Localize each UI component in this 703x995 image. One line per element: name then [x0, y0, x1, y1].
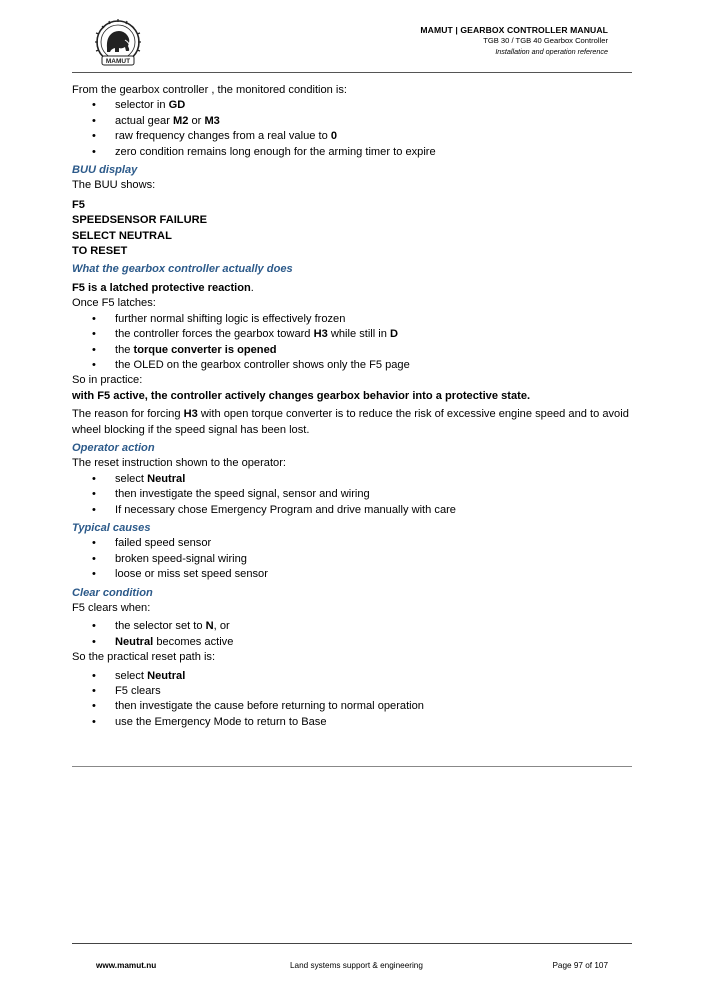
footer-website[interactable]: www.mamut.nu — [96, 961, 157, 970]
buu-intro: The BUU shows: — [72, 179, 156, 192]
list-item: • loose or miss set speed sensor — [72, 567, 632, 582]
list-item: • use the Emergency Mode to return to Base — [72, 715, 632, 730]
clear-intro: F5 clears when: — [72, 602, 151, 614]
list-item: • F5 clears — [72, 684, 632, 699]
list-item: • select Neutral — [72, 472, 632, 487]
reset-path-intro: So the practical reset path is: — [72, 651, 216, 664]
operator-intro: The reset instruction shown to the operator: — [72, 457, 286, 470]
list-item: • Neutral becomes active — [72, 635, 632, 650]
buu-line: F5 — [72, 198, 85, 211]
operator-action-heading: Operator action — [72, 441, 155, 454]
buu-line: TO RESET — [72, 245, 128, 258]
list-item: • the controller forces the gearbox toward H3 while still in D — [72, 327, 632, 342]
buu-display-heading: BUU display — [72, 164, 138, 177]
practice-statement: with F5 active, the controller actively changes gearbox behavior into a protective state. — [72, 389, 531, 402]
buu-message — [72, 198, 632, 260]
list-item: • then investigate the cause before returning to normal operation — [72, 699, 632, 714]
controller-does-heading: What the gearbox controller actually does — [72, 263, 293, 276]
once-latches-text: Once F5 latches: — [72, 297, 156, 310]
buu-line: SPEEDSENSOR FAILURE — [72, 214, 207, 227]
manual-subtitle: TGB 30 / TGB 40 Gearbox Controller — [483, 36, 608, 45]
list-item: • further normal shifting logic is effectively frozen — [72, 312, 632, 327]
buu-line: SELECT NEUTRAL — [72, 229, 172, 242]
list-item: • selector in GD — [72, 98, 632, 113]
page-content — [72, 83, 632, 730]
latched-text: F5 is a latched protective reaction. — [72, 281, 254, 294]
so-in-practice: So in practice: — [72, 374, 143, 387]
list-item: • the selector set to N, or — [72, 619, 632, 634]
clear-condition-heading: Clear condition — [72, 586, 153, 599]
manual-title: MAMUT | GEARBOX CONTROLLER MANUAL — [420, 25, 608, 35]
monitored-list — [72, 98, 632, 160]
section-end-divider — [72, 766, 632, 767]
page-footer — [72, 943, 632, 984]
list-item: • If necessary chose Emergency Program and drive manually with care — [72, 503, 632, 518]
mamut-logo-icon — [92, 18, 144, 68]
list-item: • raw frequency changes from a real value to 0 — [72, 129, 632, 144]
typical-causes-heading: Typical causes — [72, 521, 151, 534]
reason-paragraph: The reason for forcing H3 with open torque converter is to reduce the risk of excessive engine speed and to avoid wheel blocking if the speed signal has been lost. — [72, 408, 629, 436]
list-item: • failed speed sensor — [72, 536, 632, 551]
list-item: • zero condition remains long enough for the arming timer to expire — [72, 145, 632, 160]
reset-list — [72, 669, 632, 731]
list-item: • select Neutral — [72, 669, 632, 684]
list-item: • the OLED on the gearbox controller shows only the F5 page — [72, 358, 632, 373]
manual-subtitle-2: Installation and operation reference — [495, 46, 608, 56]
latch-list — [72, 312, 632, 374]
page-number: Page 97 of 107 — [552, 961, 608, 970]
causes-list — [72, 536, 632, 582]
list-item: • actual gear M2 or M3 — [72, 114, 632, 129]
list-item: • then investigate the speed signal, sensor and wiring — [72, 487, 632, 502]
page-header — [72, 14, 632, 73]
operator-list — [72, 472, 632, 518]
clear-list — [72, 619, 632, 650]
list-item: • the torque converter is opened — [72, 343, 632, 358]
intro-text: From the gearbox controller , the monitored condition is: — [72, 84, 348, 96]
logo-lettering: MAMUT — [105, 58, 131, 65]
footer-tagline: Land systems support & engineering — [290, 961, 423, 970]
list-item: • broken speed-signal wiring — [72, 552, 632, 567]
